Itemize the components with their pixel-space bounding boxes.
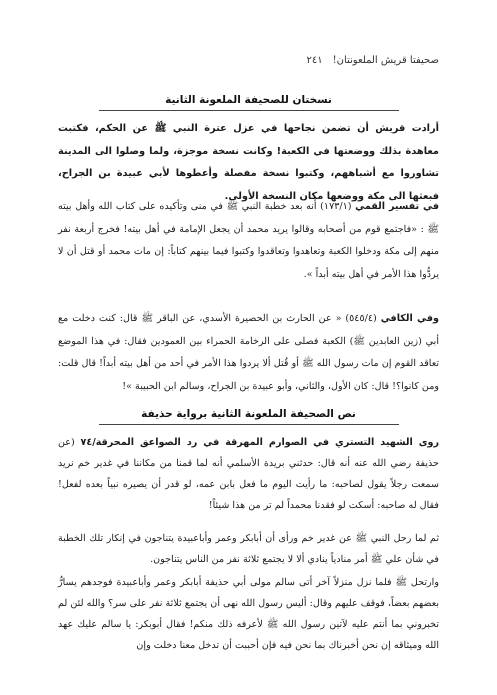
heading-underline	[99, 110, 399, 111]
hudhayfa-paragraph-2: ثم لما رحل النبي ﷺ عن غدير خم ورأى أن أبابكر وعمر وأباعبيدة يتناجون في إنكار تلك الخطبة في شأن علي ﷺ أمر منادياً ينادي ألا لا يجتمع ثلاثة نفر من الناس يتناجون.	[58, 533, 439, 565]
page-number: ٢٤١	[306, 55, 323, 66]
section-heading-2	[58, 408, 439, 425]
hudhayfa-text-1: (عن حذيفة رضي الله عنه أنه قال: حدثني بريدة الأسلمي أنه لما قمنا من مكاننا في غدير خم نريد سمعت رجلاً يقول لصاحبه: ما رأيت اليوم ما فعل بابن عمه، لو قدر أن يصيره نبياً بعده لفعل! فقال له صاحبه: أسكت لو فقدنا محمداً لم تر من هذا شيئاً!	[58, 437, 439, 511]
section-heading-2-text: نص الصحيفة الملعونة الثانية برواية حذيفة	[141, 408, 356, 420]
qummi-source: في تفسير القمي	[355, 201, 439, 212]
intro-paragraph: أرادت قريش أن تضمن نجاحها في عزل عترة النبي ﷺ عن الحكم، فكتبت معاهدة بذلك ووضعتها في الكعبة! وكانت نسخة موجزة، ولما وصلوا الى المدينة تشاوروا مع أشباههم، وكتبوا نسخة مفصلة وأعطوها لأبي عبيدة بن الجراح، فبعثها الى مكة ووضعها مكان النسخة الأولى.	[58, 123, 439, 202]
section-heading-1-text: نسختان للصحيفة الملعونة الثانية	[165, 94, 332, 106]
heading-underline-2	[99, 424, 399, 425]
section-heading-1	[58, 94, 439, 111]
hudhayfa-paragraph-1	[58, 432, 439, 516]
kafi-text: (٥٤٥/٤) « عن الحارث بن الحصيرة الأسدي، عن الباقر ﷺ قال: كنت دخلت مع أبي (زين العابدين ﷺ) الكعبة فصلى على الرخامة الحمراء بين العمودين فقال: في هذا الموضع تعاقد القوم إن مات رسول الله ﷺ أو قُتل ألا يردوا هذا الأمر في أحد من أهل بيته أبداً! قال قلت: ومن كانوا؟! قال: كان الأول، والثاني، وأبو عبيدة بن الجراح، وسالم ابن الحبيبة »!	[58, 313, 439, 392]
kafi-source: وفي الكافي	[380, 313, 439, 324]
hudhayfa-paragraph-3: وارتحل ﷺ فلما نزل منزلاً آخر أتى سالم مولى أبي حذيفة أبابكر وعمر وأباعبيدة فوجدهم يسارُّ بعضهم بعضاً، فوقف عليهم وقال: أليس رسول الله نهى أن يجتمع ثلاثة نفر على سر؟ والله لئن لم تخبروني بما أنتم عليه لآتين رسول الله ﷺ لأعرفه ذلك منكم! فقال أبوبكر: يا سالم عليك عهد الله وميثاقه إن نحن أخبرناك بما نحن فيه فإن أحببت أن تدخل معنا دخلت وإن	[58, 577, 439, 651]
qummi-paragraph	[58, 196, 439, 286]
kafi-paragraph	[58, 308, 439, 398]
qummi-text: (١٧٣/١) أنه بعد خطبة النبي ﷺ في منى وتأكيده على كتاب الله وأهل بيته ﷺ : «فاجتمع قوم من أصحابه وقالوا يريد محمد أن يجعل الإمامة في أهل بيته! فخرج أربعة نفر منهم إلى مكة ودخلوا الكعبة وتعاهدوا وتعاقدوا وكتبوا فيما بينهم كتاباً: إن مات محمد أو قتل أن لا يردُّوا هذا الأمر في أهل بيته أبداً ».	[58, 201, 439, 280]
running-title: صحيفتا قريش الملعونتان!	[332, 55, 439, 66]
tustari-source: روى الشهيد التستري في الصوارم المهرقة في رد الصواعق المحرقة/٧٤	[80, 437, 439, 448]
running-header	[58, 55, 439, 71]
